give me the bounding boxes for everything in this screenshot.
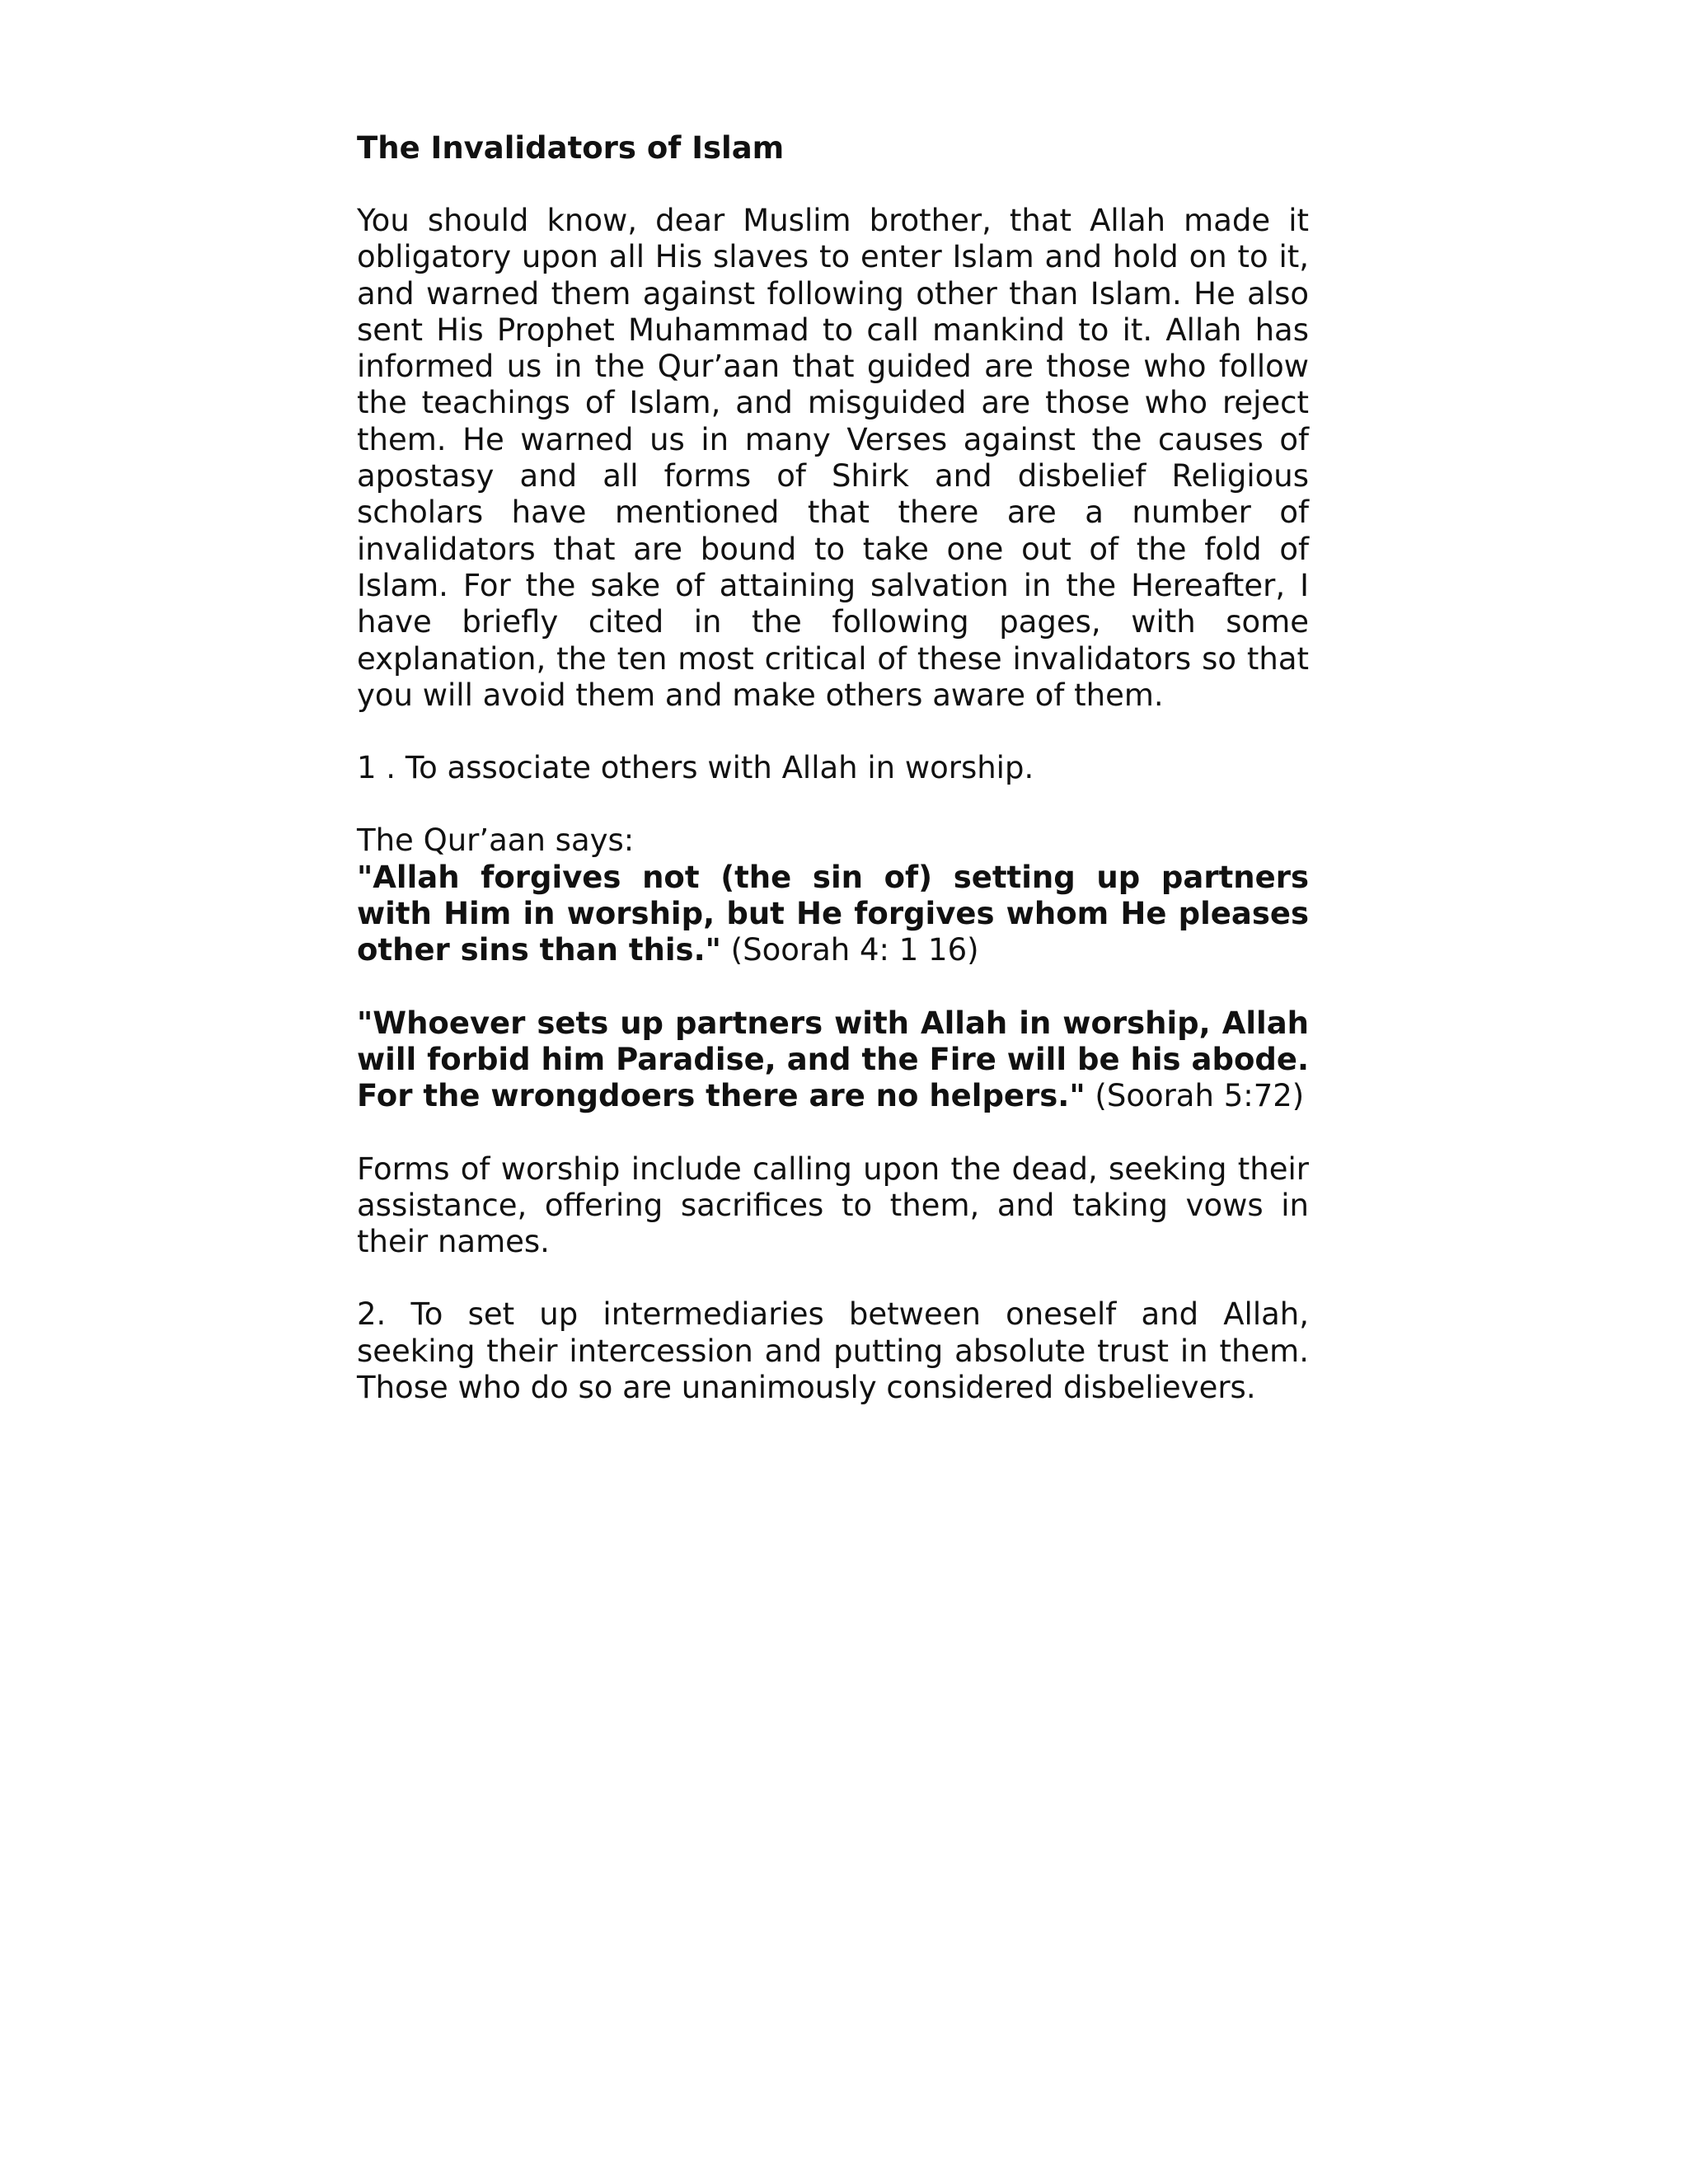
quran-quote-block — [357, 823, 1309, 968]
verse-1-text: "Allah forgives not (the sin of) setting up partners with Him in worship, but He forgives whom He pleases other sins than this." — [357, 859, 1309, 968]
quran-says-label: The Qur’aan says: — [357, 823, 635, 859]
item-1-heading: 1 . To associate others with Allah in worship. — [357, 750, 1034, 786]
verse-2-text: "Whoever sets up partners with Allah in worship, Allah will forbid him Paradise, and the Fire will be his abode. For the wrongdoers there are no helpers." — [357, 1005, 1309, 1114]
verse-2-reference: (Soorah 5:72) — [1085, 1078, 1305, 1114]
forms-of-worship-paragraph: Forms of worship include calling upon the dead, seeking their assistance, offering sacrifices to them, and taking vows in their names. — [357, 1151, 1309, 1260]
item-2-paragraph: 2. To set up intermediaries between oneself and Allah, seeking their intercession and putting absolute trust in them. Those who do so are unanimously considered disbelievers. — [357, 1296, 1309, 1406]
document-title: The Invalidators of Islam — [357, 130, 785, 166]
intro-paragraph: You should know, dear Muslim brother, that Allah made it obligatory upon all His slaves to enter Islam and hold on to it, and warned them against following other than Islam. He also sent His Prophet Muhammad to call mankind to it. Allah has informed us in the Qur’aan that guided are those who follow the teachings of Islam, and misguided are those who reject them. He warned us in many Verses against the causes of apostasy and all forms of Shirk and disbelief Religious scholars have mentioned that there are a number of invalidators that are bound to take one out of the fold of Islam. For the sake of attaining salvation in the Hereafter, I have briefly cited in the following pages, with some explanation, the ten most critical of these invalidators so that you will avoid them and make others aware of them. — [357, 203, 1309, 713]
verse-2-paragraph — [357, 1005, 1309, 1115]
document-page — [357, 130, 1309, 1442]
verse-1-reference: (Soorah 4: 1 16) — [720, 932, 979, 968]
verse-1-paragraph — [357, 860, 1309, 969]
